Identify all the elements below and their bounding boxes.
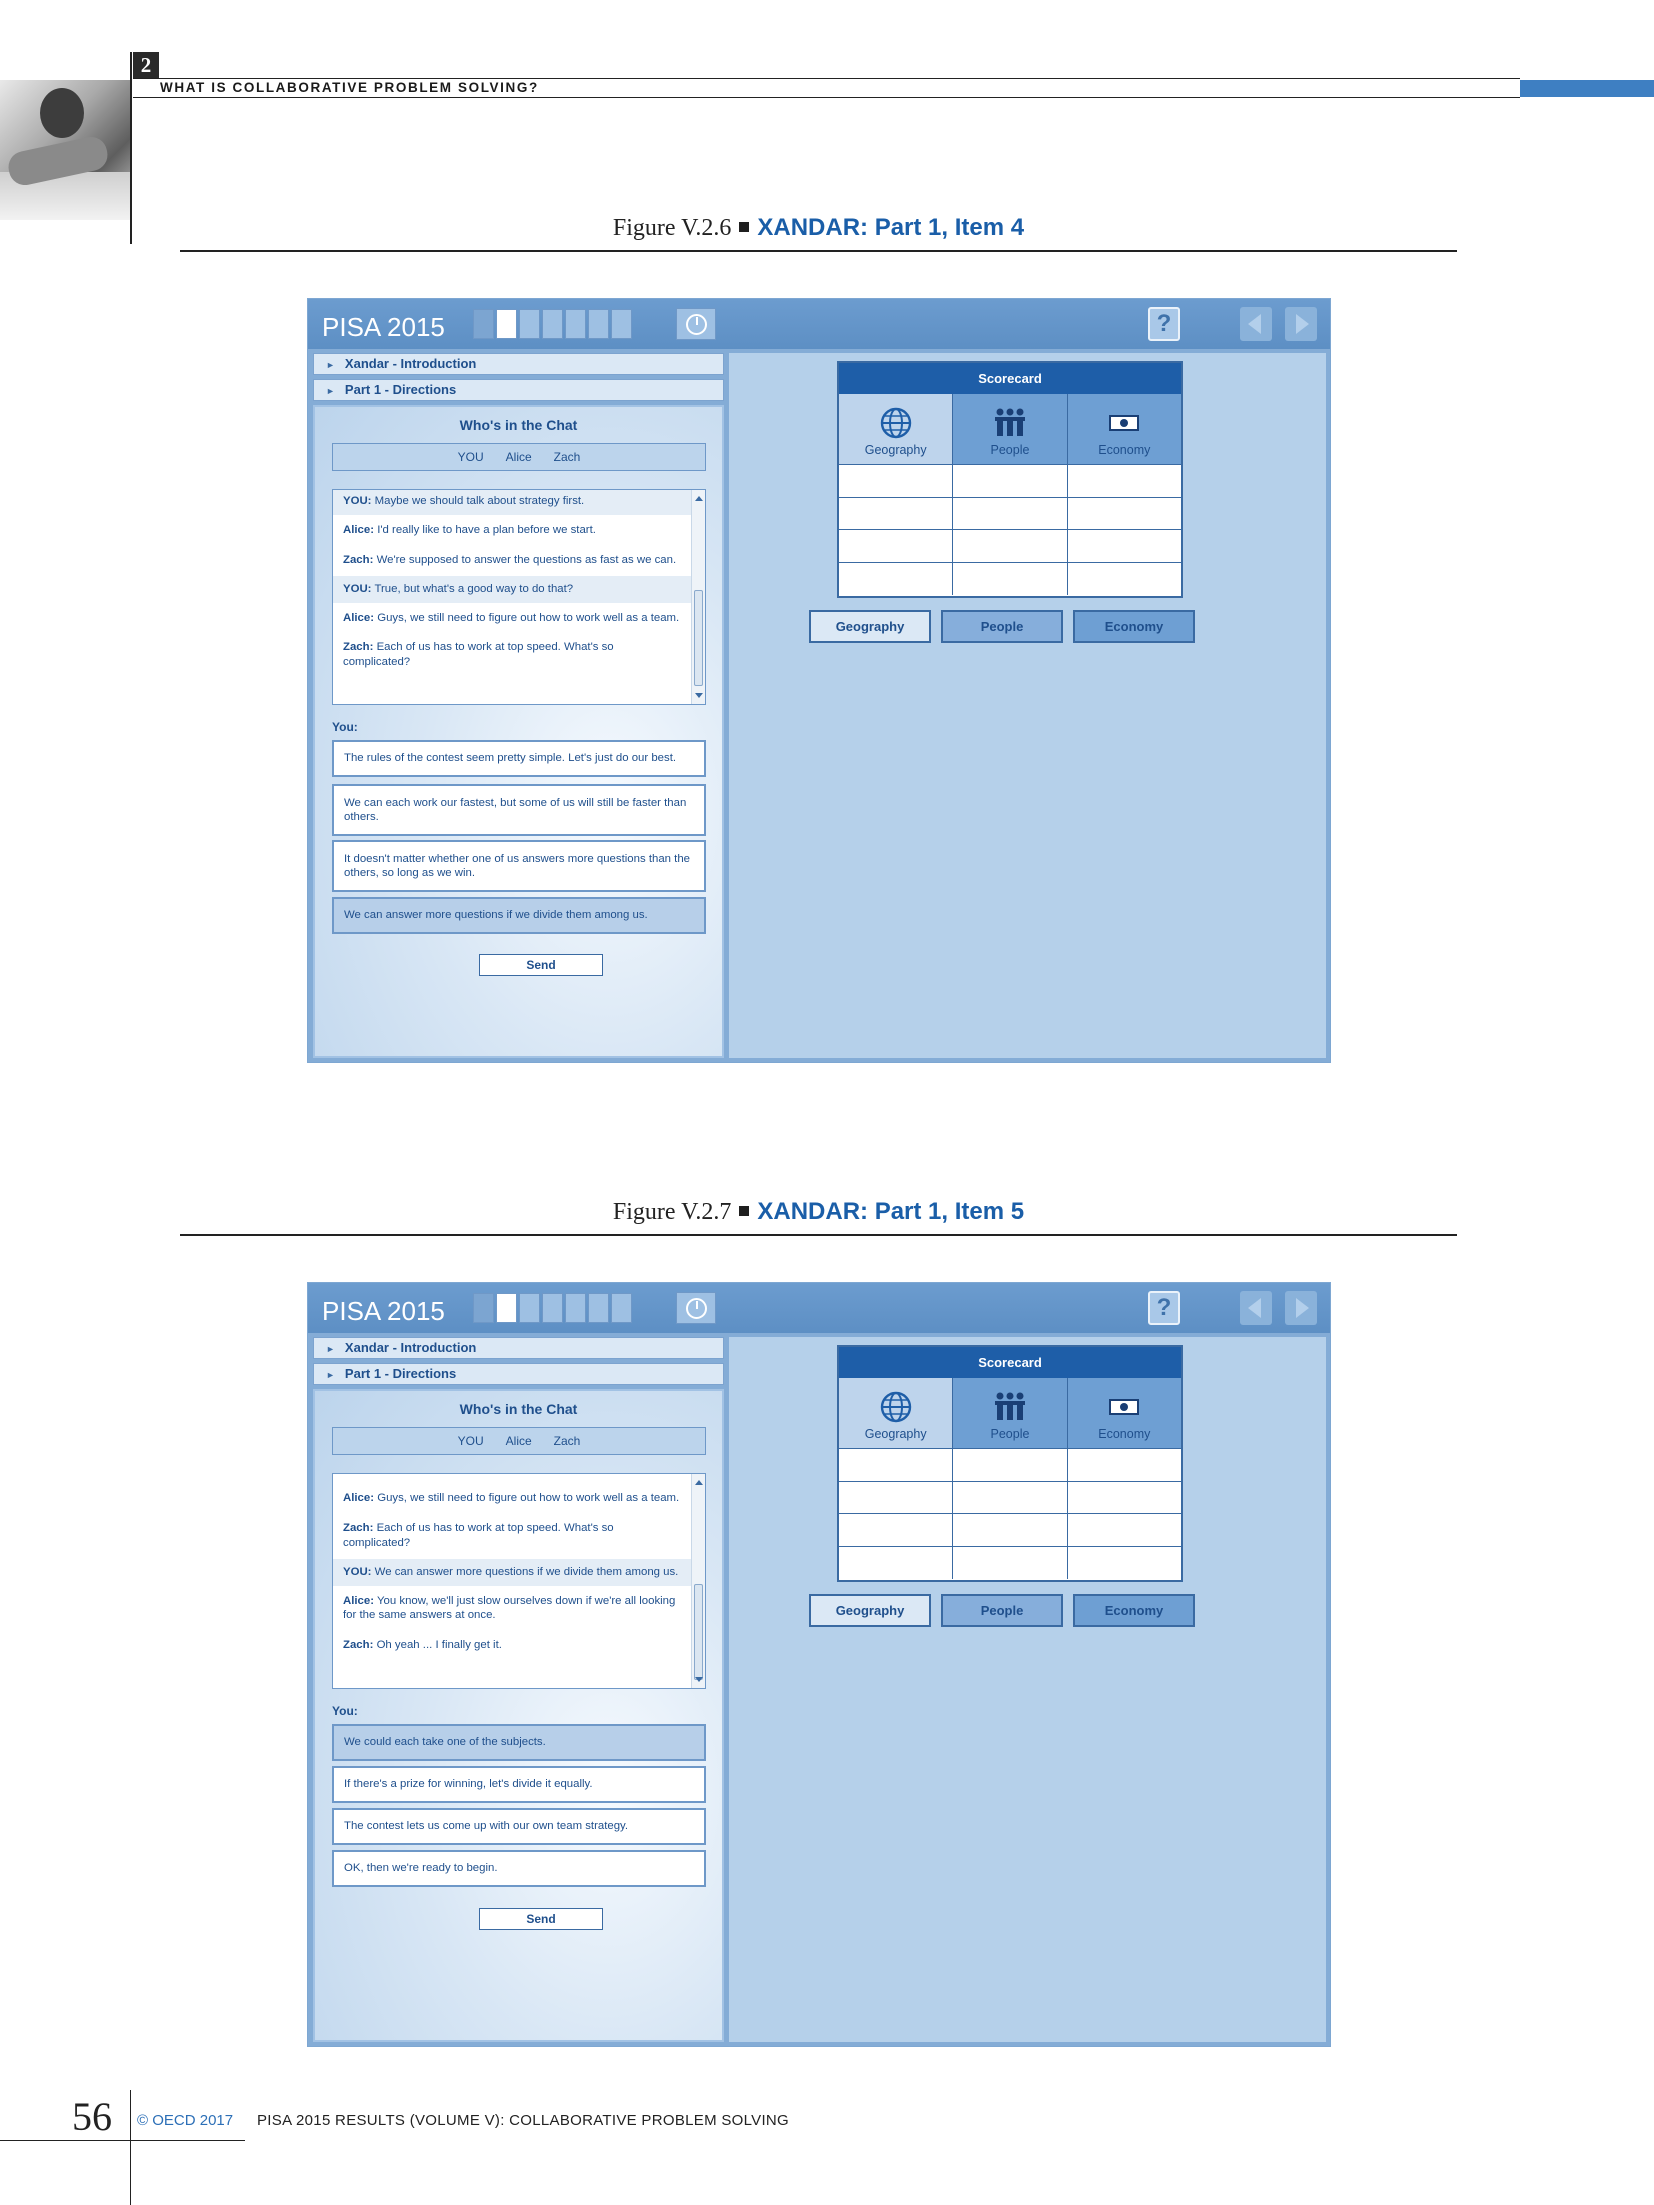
scorecard-row <box>839 498 1181 531</box>
scorecard-row <box>839 1482 1181 1515</box>
scroll-down-icon[interactable] <box>695 693 703 698</box>
money-icon <box>1107 1390 1141 1424</box>
bullet-square-icon <box>739 1206 749 1216</box>
people-icon <box>993 1390 1027 1424</box>
participant: YOU <box>457 450 484 464</box>
chat-message: Zach: Each of us has to work at top speed. What's so complicated? <box>343 641 614 668</box>
header-accent-bar <box>1520 80 1654 97</box>
chat-message: Zach: Oh yeah ... I finally get it. <box>343 1638 502 1651</box>
you-label: You: <box>332 1704 358 1718</box>
triangle-right-icon: ► <box>326 386 335 396</box>
chat-panel <box>313 1337 724 2042</box>
scorecard-row <box>839 530 1181 563</box>
next-arrow-button[interactable] <box>1285 307 1317 341</box>
figure-title <box>180 214 1457 242</box>
response-option[interactable]: We can each work our fastest, but some of us will still be faster than others. <box>332 784 706 836</box>
geography-button[interactable]: Geography <box>809 1594 931 1627</box>
chat-title: Who's in the Chat <box>459 1401 578 1417</box>
figure-title <box>180 1198 1457 1226</box>
footer-rule-vertical <box>130 2090 131 2205</box>
scorecard-column-geography <box>839 394 953 464</box>
scroll-up-icon[interactable] <box>695 496 703 501</box>
help-button[interactable]: ? <box>1148 1291 1180 1325</box>
scorecard-column-label: Economy <box>1098 1427 1151 1441</box>
figure-rule <box>180 1234 1457 1236</box>
scorecard-column-label: People <box>990 443 1030 457</box>
participant: YOU <box>457 1434 484 1448</box>
scorecard-header <box>839 394 1181 465</box>
participant: Zach <box>553 1434 581 1448</box>
scroll-down-icon[interactable] <box>695 1677 703 1682</box>
scorecard-row <box>839 1449 1181 1482</box>
participant: Alice <box>505 1434 532 1448</box>
accordion-introduction[interactable] <box>313 353 724 375</box>
geography-button[interactable]: Geography <box>809 610 931 643</box>
header-rule-vertical <box>130 52 132 244</box>
chat-message: Alice: Guys, we still need to figure out how to work well as a team. <box>343 612 680 624</box>
accordion-directions[interactable] <box>313 379 724 401</box>
chapter-number: 2 <box>133 52 159 79</box>
scorecard-row <box>839 1514 1181 1547</box>
scorecard-column-label: People <box>990 1427 1030 1441</box>
response-option[interactable]: If there's a prize for winning, let's divide it equally. <box>332 1766 706 1803</box>
chat-log[interactable] <box>332 489 706 705</box>
progress-indicator <box>473 309 632 339</box>
scorecard-panel <box>729 1337 1326 2042</box>
chat-scrollbar[interactable] <box>691 1474 705 1688</box>
chat-message: Alice: You know, we'll just slow ourselves down if we're all looking for the same answers at once. <box>343 1595 676 1622</box>
timer-button[interactable] <box>676 308 716 340</box>
page-number: 56 <box>72 2094 112 2139</box>
chat-area <box>313 1389 724 2042</box>
scorecard-table <box>837 1345 1183 1582</box>
chat-message: YOU: True, but what's a good way to do that? <box>333 576 705 603</box>
scorecard-column-label: Geography <box>864 1427 927 1441</box>
scrollbar-thumb[interactable] <box>694 1584 703 1680</box>
scroll-up-icon[interactable] <box>695 1480 703 1485</box>
response-option[interactable]: The contest lets us come up with our own team strategy. <box>332 1808 706 1845</box>
chat-log[interactable] <box>332 1473 706 1689</box>
triangle-right-icon: ► <box>326 360 335 370</box>
response-option[interactable]: It doesn't matter whether one of us answers more questions than the others, so long as we win. <box>332 840 706 892</box>
chat-message: Alice: I'd really like to have a plan before we start. <box>343 524 596 537</box>
figure-rule <box>180 250 1457 252</box>
participant: Zach <box>553 450 581 464</box>
people-button[interactable]: People <box>941 610 1063 643</box>
next-arrow-button[interactable] <box>1285 1291 1317 1325</box>
pisa-screen <box>307 298 1331 1063</box>
scorecard-column-people <box>953 394 1067 464</box>
bullet-square-icon <box>739 222 749 232</box>
scorecard-column-label: Economy <box>1098 443 1151 457</box>
figure-name: XANDAR: Part 1, Item 4 <box>757 214 1025 241</box>
people-icon <box>993 406 1027 440</box>
app-title: PISA 2015 <box>322 312 445 342</box>
copyright: © OECD 2017 <box>137 2112 234 2129</box>
response-option-selected[interactable]: We can answer more questions if we divide them among us. <box>332 897 706 934</box>
globe-icon <box>879 1390 913 1424</box>
participants-box <box>332 443 706 471</box>
scorecard-table <box>837 361 1183 598</box>
scorecard-row <box>839 563 1181 596</box>
chat-area <box>313 405 724 1058</box>
category-buttons <box>809 1594 1195 1627</box>
progress-indicator <box>473 1293 632 1323</box>
chat-message: Alice: Guys, we still need to figure out how to work well as a team. <box>343 1492 680 1504</box>
top-bar <box>308 299 1330 349</box>
response-option-selected[interactable]: We could each take one of the subjects. <box>332 1724 706 1761</box>
send-button[interactable]: Send <box>479 954 603 976</box>
header-rule <box>133 78 1520 79</box>
send-button[interactable]: Send <box>479 1908 603 1930</box>
publication-title: PISA 2015 RESULTS (VOLUME V): COLLABORATIVE PROBLEM SOLVING <box>257 2112 790 2129</box>
figure-label: Figure V.2.7 <box>612 1199 732 1225</box>
participants-box <box>332 1427 706 1455</box>
money-icon <box>1107 406 1141 440</box>
you-label: You: <box>332 720 358 734</box>
chat-message: Zach: We're supposed to answer the questions as fast as we can. <box>343 553 677 566</box>
economy-button[interactable]: Economy <box>1073 610 1195 643</box>
accordion-label: Part 1 - Directions <box>344 382 457 397</box>
chapter-photo <box>0 80 130 220</box>
top-bar <box>308 1283 1330 1333</box>
triangle-right-icon: ► <box>326 1370 335 1380</box>
participant: Alice <box>505 450 532 464</box>
accordion-label: Xandar - Introduction <box>344 1340 477 1355</box>
category-buttons <box>809 610 1195 643</box>
scorecard-header <box>839 1378 1181 1449</box>
scorecard-column-label: Geography <box>864 443 927 457</box>
chat-title: Who's in the Chat <box>459 417 578 433</box>
scorecard-title: Scorecard <box>839 1347 1181 1378</box>
figure-label: Figure V.2.6 <box>612 215 732 241</box>
timer-button[interactable] <box>676 1292 716 1324</box>
chat-message: YOU: We can answer more questions if we divide them among us. <box>333 1559 705 1586</box>
chat-message: YOU: Maybe we should talk about strategy first. <box>333 490 705 515</box>
running-title: WHAT IS COLLABORATIVE PROBLEM SOLVING? <box>160 80 539 95</box>
previous-arrow-button[interactable] <box>1240 307 1272 341</box>
people-button[interactable]: People <box>941 1594 1063 1627</box>
clock-icon <box>686 314 707 335</box>
scorecard-column-geography <box>839 1378 953 1448</box>
accordion-directions[interactable] <box>313 1363 724 1385</box>
accordion-label: Xandar - Introduction <box>344 356 477 371</box>
scorecard-column-economy <box>1068 394 1181 464</box>
scorecard-column-economy <box>1068 1378 1181 1448</box>
scrollbar-thumb[interactable] <box>694 590 703 686</box>
chat-message: Zach: Each of us has to work at top speed. What's so complicated? <box>343 1522 614 1549</box>
clock-icon <box>686 1298 707 1319</box>
figure-name: XANDAR: Part 1, Item 5 <box>757 1198 1025 1225</box>
scorecard-row <box>839 465 1181 498</box>
scorecard-panel <box>729 353 1326 1058</box>
scorecard-row <box>839 1547 1181 1580</box>
accordion-introduction[interactable] <box>313 1337 724 1359</box>
previous-arrow-button[interactable] <box>1240 1291 1272 1325</box>
response-option[interactable]: The rules of the contest seem pretty simple. Let's just do our best. <box>332 740 706 777</box>
header-rule <box>133 97 1520 98</box>
footer-rule <box>0 2140 245 2141</box>
economy-button[interactable]: Economy <box>1073 1594 1195 1627</box>
triangle-right-icon: ► <box>326 1344 335 1354</box>
chat-panel <box>313 353 724 1058</box>
scorecard-column-people <box>953 1378 1067 1448</box>
globe-icon <box>879 406 913 440</box>
accordion-label: Part 1 - Directions <box>344 1366 457 1381</box>
pisa-screen <box>307 1282 1331 2047</box>
help-button[interactable]: ? <box>1148 307 1180 341</box>
chat-scrollbar[interactable] <box>691 490 705 704</box>
scorecard-title: Scorecard <box>839 363 1181 394</box>
response-option[interactable]: OK, then we're ready to begin. <box>332 1850 706 1887</box>
app-title: PISA 2015 <box>322 1296 445 1326</box>
